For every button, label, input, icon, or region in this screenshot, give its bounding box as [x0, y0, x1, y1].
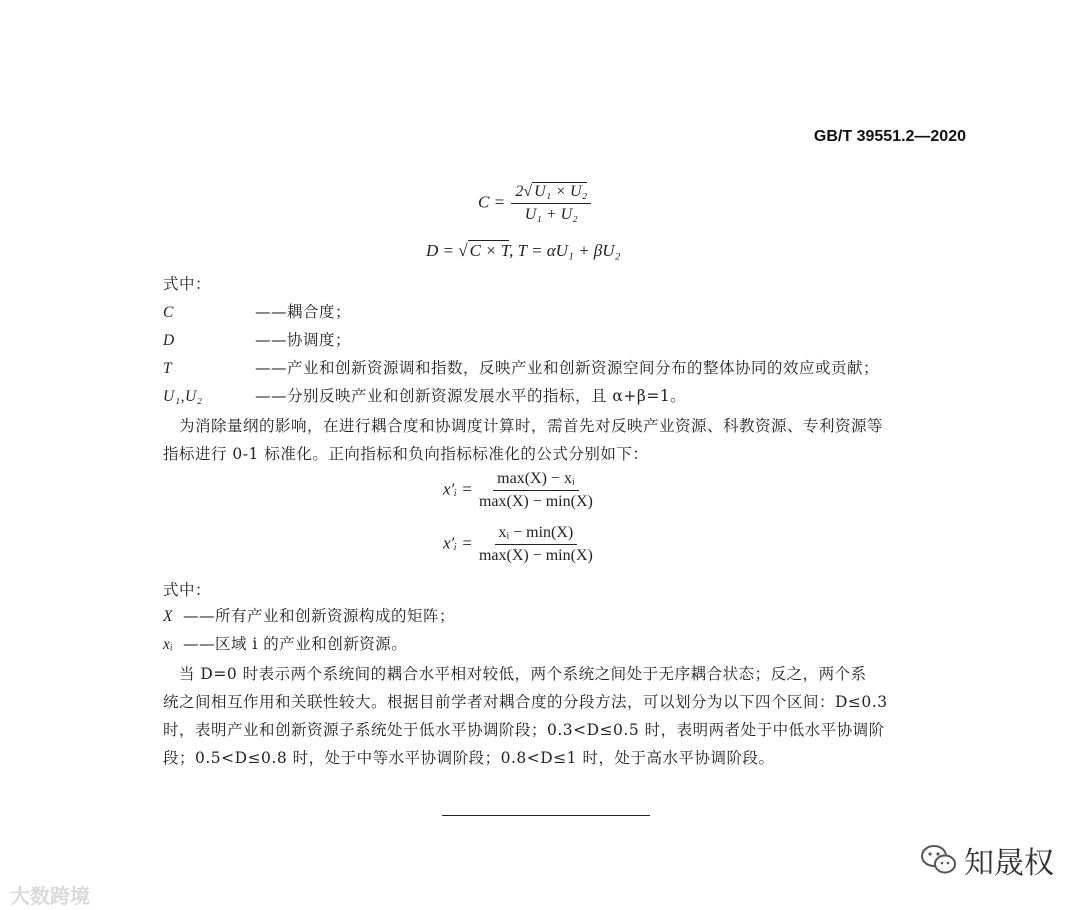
legend2-item — [163, 604, 455, 626]
wechat-icon — [920, 843, 958, 877]
formula-x2-numerator: xᵢ − min(X) — [495, 524, 578, 545]
legend-symbol: T — [163, 360, 173, 377]
watermark-right-text: 知晟权 — [964, 846, 1054, 881]
formula-c-fraction — [511, 183, 591, 224]
paragraph-line: 指标进行 0-1 标准化。正向指标和负向指标标准化的公式分别如下： — [163, 445, 649, 463]
legend-desc: ——区域 i 的产业和创新资源。 — [183, 635, 408, 653]
formula-x2-denominator: max(X) − min(X) — [478, 547, 593, 564]
end-divider — [442, 815, 650, 816]
legend2-item — [163, 632, 407, 654]
formula-d-rest: , T = αU₁ + βU₂ — [509, 241, 621, 260]
standard-code: GB/T 39551.2—2020 — [813, 128, 966, 145]
legend1-item — [163, 356, 879, 378]
formula-x1-numerator: max(X) − xᵢ — [493, 470, 578, 491]
legend-symbol: D — [163, 332, 175, 349]
legend-symbol: xᵢ — [163, 636, 174, 653]
legend2-intro: 式中： — [163, 581, 212, 599]
formula-c-radicand: U₁ × U₂ — [534, 183, 588, 200]
formula-x1-fraction — [479, 470, 593, 511]
paragraph-line: 为消除量纲的影响，在进行耦合度和协调度计算时，需首先对反映产业资源、科教资源、专利资源等 — [163, 417, 884, 435]
formula-coupling — [478, 183, 593, 224]
paragraph-line: 当 D=0 时表示两个系统间的耦合水平相对较低，两个系统之间处于无序耦合状态；反之，两个系 — [163, 665, 867, 683]
legend1-item — [163, 328, 351, 350]
watermark-right — [920, 840, 1054, 880]
formula-d-radicand: C × T — [469, 241, 510, 260]
formula-c-lhs: C = — [478, 192, 506, 212]
legend-symbol: C — [163, 304, 174, 321]
formula-c-numerator: 2√ U₁ × U₂ — [511, 183, 591, 204]
legend-desc: ——所有产业和创新资源构成的矩阵； — [183, 607, 456, 625]
legend1-item — [163, 300, 351, 322]
legend1-intro: 式中： — [163, 275, 212, 293]
formula-positive-normalization — [443, 470, 595, 511]
formula-x2-fraction — [479, 524, 593, 565]
formula-d-lhs: D = — [426, 241, 454, 260]
formula-c-denominator: U₁ + U₂ — [524, 206, 578, 223]
paragraph-line: 段；0.5<D≤0.8 时，处于中等水平协调阶段；0.8<D≤1 时，处于高水平协调阶段。 — [163, 749, 775, 767]
paragraph-line: 时，表明产业和创新资源子系统处于低水平协调阶段；0.3<D≤0.5 时，表明两者处于中低水平协调阶 — [163, 721, 885, 739]
legend-desc: ——分别反映产业和创新资源发展水平的指标，且 α+β=1。 — [255, 387, 687, 405]
formula-negative-normalization — [443, 524, 595, 565]
paragraph-line: 统之间相互作用和关联性较大。根据目前学者对耦合度的分段方法，可以划分为以下四个区间：D≤0.3 — [163, 693, 888, 711]
formula-x2-lhs: x′ᵢ = — [443, 533, 473, 553]
formula-c-coef: 2 — [515, 183, 524, 200]
formula-coordination: D = √ C × T, T = αU₁ + βU₂ — [426, 241, 621, 260]
formula-x1-lhs: x′ᵢ = — [443, 479, 473, 499]
legend-symbol: U₁,U₂ — [163, 388, 203, 405]
formula-x1-denominator: max(X) − min(X) — [478, 493, 593, 510]
legend-desc: ——产业和创新资源调和指数，反映产业和创新资源空间分布的整体协同的效应或贡献； — [255, 359, 880, 377]
watermark-left: 大数跨境 — [10, 884, 90, 908]
legend-symbol: X — [163, 608, 173, 625]
legend-desc: ——协调度； — [255, 331, 352, 349]
legend1-item — [163, 384, 686, 406]
legend-desc: ——耦合度； — [255, 303, 352, 321]
